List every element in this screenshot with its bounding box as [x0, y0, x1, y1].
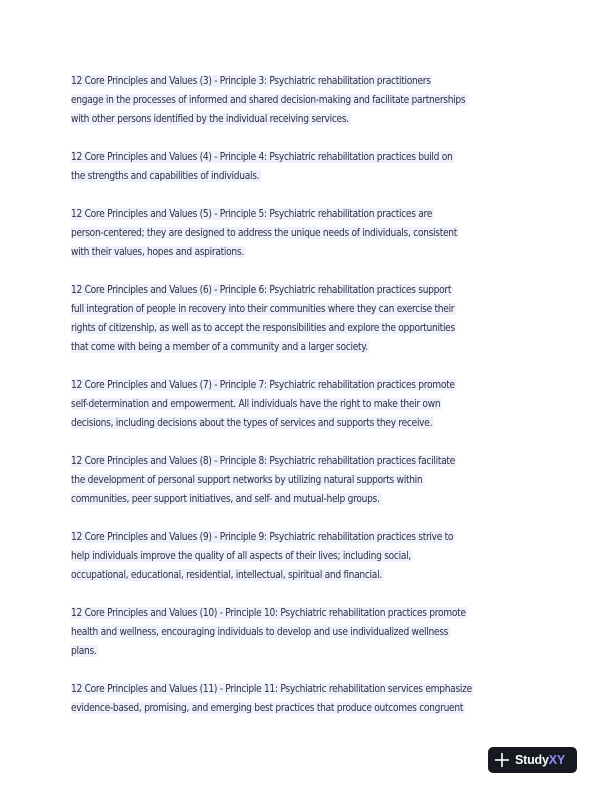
text-line [71, 604, 540, 623]
text-line-content: 12 Core Principles and Values (7) - Principle 7: Psychiatric rehabilitation practices promote [71, 379, 455, 391]
plus-icon [495, 753, 509, 767]
text-line [71, 680, 540, 699]
text-line [71, 167, 540, 186]
document-body [71, 72, 541, 737]
text-line [71, 319, 540, 338]
text-line [71, 490, 540, 509]
principle-paragraph-8 [71, 452, 541, 509]
text-line [71, 72, 540, 91]
principle-paragraph-7 [71, 376, 541, 433]
text-line-content: self-determination and empowerment. All individuals have the right to make their own [71, 398, 441, 410]
text-line-content: 12 Core Principles and Values (10) - Principle 10: Psychiatric rehabilitation practices promote [71, 607, 466, 619]
text-line [71, 547, 540, 566]
principle-paragraph-11 [71, 680, 541, 718]
text-line [71, 623, 540, 642]
text-line [71, 566, 540, 585]
studyxy-logo-badge[interactable] [488, 747, 577, 773]
text-line [71, 395, 540, 414]
text-line-content: engage in the processes of informed and shared decision-making and facilitate partnerships [71, 94, 466, 106]
text-line [71, 300, 540, 319]
text-line [71, 110, 540, 129]
text-line [71, 452, 540, 471]
text-line-content: 12 Core Principles and Values (11) - Principle 11: Psychiatric rehabilitation services emphasize [71, 683, 472, 695]
text-line-content: decisions, including decisions about the types of services and supports they receive. [71, 417, 433, 429]
text-line [71, 148, 540, 167]
text-line-content: that come with being a member of a community and a larger society. [71, 341, 368, 353]
text-line-content: person-centered; they are designed to address the unique needs of individuals, consistent [71, 227, 458, 239]
text-line-content: 12 Core Principles and Values (5) - Principle 5: Psychiatric rehabilitation practices are [71, 208, 433, 220]
text-line [71, 205, 540, 224]
logo-wordmark [515, 753, 565, 767]
text-line-content: 12 Core Principles and Values (6) - Principle 6: Psychiatric rehabilitation practices support [71, 284, 452, 296]
text-line [71, 243, 540, 262]
principle-paragraph-9 [71, 528, 541, 585]
text-line [71, 414, 540, 433]
text-line [71, 338, 540, 357]
text-line-content: with other persons identified by the individual receiving services. [71, 113, 349, 125]
text-line [71, 699, 540, 718]
text-line-content: plans. [71, 645, 97, 657]
principle-paragraph-4 [71, 148, 541, 186]
text-line-content: communities, peer support initiatives, and self- and mutual-help groups. [71, 493, 380, 505]
text-line-content: full integration of people in recovery into their communities where they can exercise their [71, 303, 455, 315]
text-line-content: with their values, hopes and aspirations. [71, 246, 244, 258]
text-line-content: rights of citizenship, as well as to accept the responsibilities and explore the opportunities [71, 322, 455, 334]
text-line [71, 642, 540, 661]
text-line [71, 376, 540, 395]
principle-paragraph-10 [71, 604, 541, 661]
text-line-content: help individuals improve the quality of all aspects of their lives; including social, [71, 550, 411, 562]
text-line-content: the strengths and capabilities of individuals. [71, 170, 260, 182]
principle-paragraph-3 [71, 72, 541, 129]
logo-wordmark-study: Study [515, 753, 549, 767]
text-line-content: 12 Core Principles and Values (8) - Principle 8: Psychiatric rehabilitation practices facilitate [71, 455, 455, 467]
principle-paragraph-6 [71, 281, 541, 357]
text-line-content: 12 Core Principles and Values (9) - Principle 9: Psychiatric rehabilitation practices strive to [71, 531, 454, 543]
text-line [71, 224, 540, 243]
text-line [71, 281, 540, 300]
text-line-content: evidence-based, promising, and emerging best practices that produce outcomes congruent [71, 702, 464, 714]
text-line-content: 12 Core Principles and Values (4) - Principle 4: Psychiatric rehabilitation practices build on [71, 151, 453, 163]
logo-wordmark-xy: XY [548, 753, 566, 767]
text-line [71, 528, 540, 547]
text-line [71, 91, 540, 110]
text-line [71, 471, 540, 490]
text-line-content: health and wellness, encouraging individuals to develop and use individualized wellness [71, 626, 449, 638]
text-line-content: occupational, educational, residential, intellectual, spiritual and financial. [71, 569, 382, 581]
text-line-content: the development of personal support networks by utilizing natural supports within [71, 474, 423, 486]
principle-paragraph-5 [71, 205, 541, 262]
text-line-content: 12 Core Principles and Values (3) - Principle 3: Psychiatric rehabilitation practitioners [71, 75, 431, 87]
